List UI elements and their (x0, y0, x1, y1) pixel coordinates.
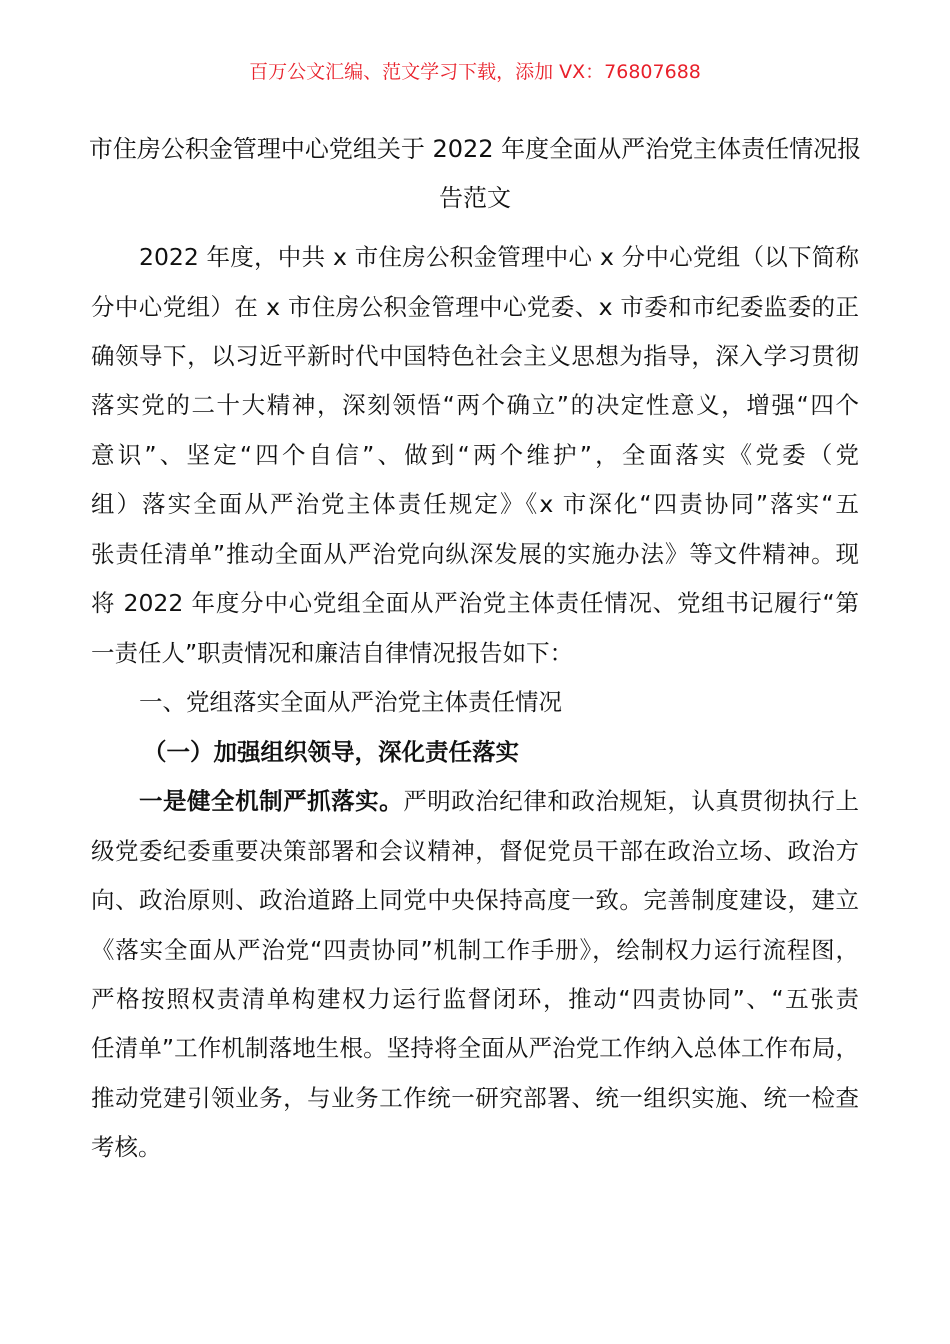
body-line (139, 786, 859, 816)
subsection-heading: （一）加强组织领导，深化责任落实 (143, 738, 519, 766)
body-line: 张责任清单”推动全面从严治党向纵深发展的实施办法》等文件精神。现 (91, 540, 859, 568)
body-line: 严格按照权责清单构建权力运行监督闭环，推动“四责协同”、“五张责 (91, 985, 859, 1013)
body-line: 2022 年度，中共 x 市住房公积金管理中心 x 分中心党组（以下简称 (139, 243, 859, 271)
body-line: 落实党的二十大精神，深刻领悟“两个确立”的决定性意义，增强“四个 (91, 391, 859, 419)
body-line: 考核。 (91, 1133, 162, 1161)
body-line: 组）落实全面从严治党主体责任规定》《x 市深化“四责协同”落实“五 (91, 490, 859, 518)
header-note: 百万公文汇编、范文学习下载，添加 VX：76807688 (249, 61, 701, 83)
body-line: 级党委纪委重要决策部署和会议精神，督促党员干部在政治立场、政治方 (91, 837, 859, 865)
bold-lead: 一是健全机制严抓落实。 (139, 787, 404, 815)
body-line: 分中心党组）在 x 市住房公积金管理中心党委、x 市委和市纪委监委的正 (91, 293, 859, 321)
section-heading: 一、党组落实全面从严治党主体责任情况 (139, 688, 562, 716)
body-line: 《落实全面从严治党“四责协同”机制工作手册》，绘制权力运行流程图， (91, 936, 859, 964)
document-title-line-2: 告范文 (439, 184, 511, 212)
body-line: 推动党建引领业务，与业务工作统一研究部署、统一组织实施、统一检查 (91, 1084, 859, 1112)
body-line: 将 2022 年度分中心党组全面从严治党主体责任情况、党组书记履行“第 (91, 589, 859, 617)
body-line: 意识”、坚定“四个自信”、做到“两个维护”，全面落实《党委（党 (91, 441, 859, 469)
body-line: 任清单”工作机制落地生根。坚持将全面从严治党工作纳入总体工作布局， (91, 1034, 859, 1062)
lead-rest: 严明政治纪律和政治规矩，认真贯彻执行上 (403, 787, 860, 815)
body-line: 一责任人”职责情况和廉洁自律情况报告如下： (91, 639, 574, 667)
document-title-line-1: 市住房公积金管理中心党组关于 2022 年度全面从严治党主体责任情况报 (88, 135, 862, 163)
body-line: 确领导下，以习近平新时代中国特色社会主义思想为指导，深入学习贯彻 (91, 342, 859, 370)
body-line: 向、政治原则、政治道路上同党中央保持高度一致。完善制度建设，建立 (91, 886, 859, 914)
